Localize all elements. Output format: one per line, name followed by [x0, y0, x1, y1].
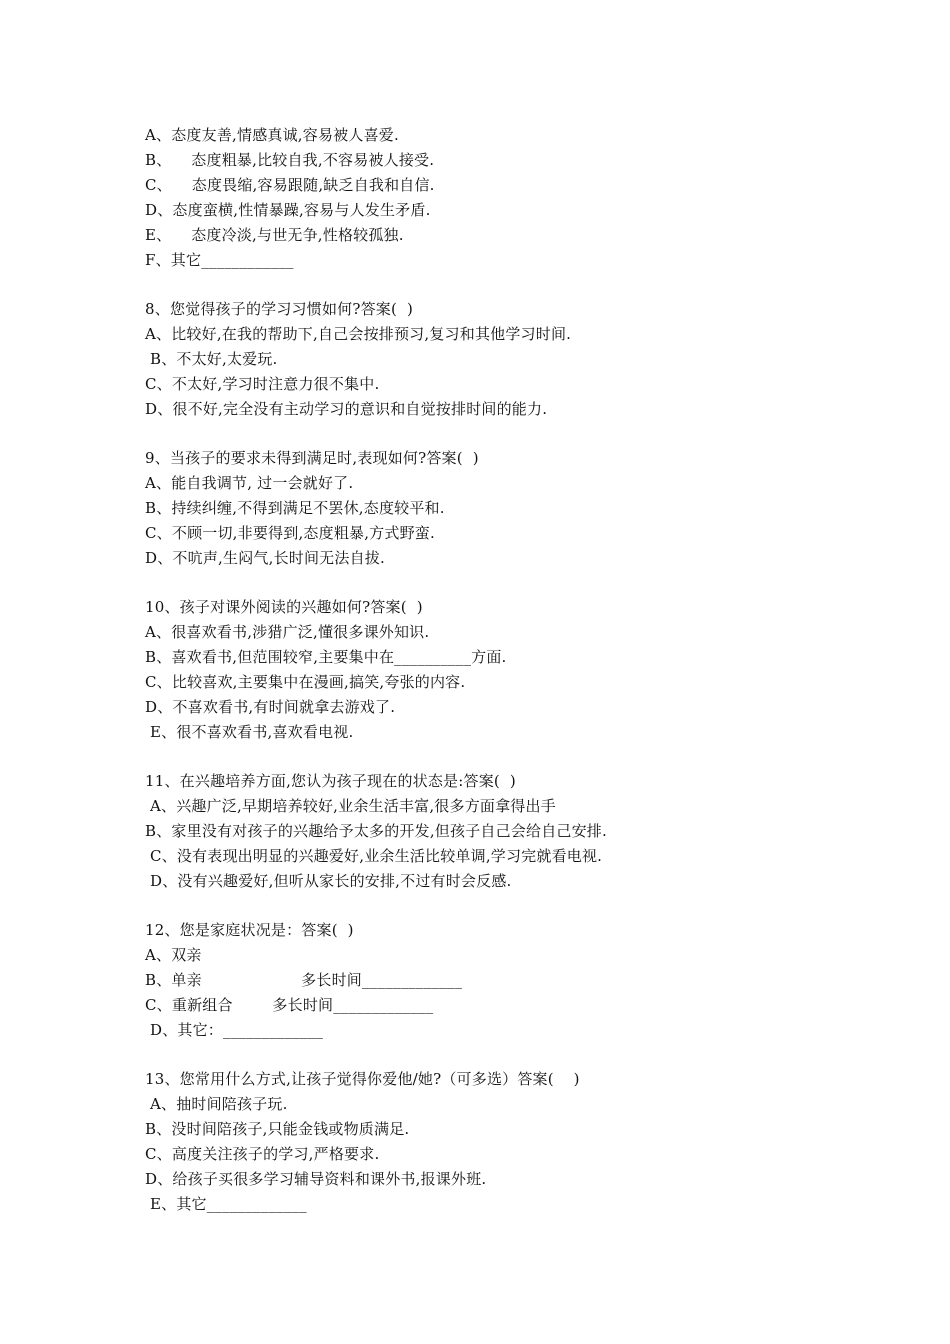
option-d: D、不吭声,生闷气,长时间无法自拔. — [145, 549, 385, 567]
question-block-13 — [145, 1067, 845, 1217]
question-text: 11、在兴趣培养方面,您认为孩子现在的状态是:答案( ) — [145, 772, 516, 790]
option-c: C、重新组合 多长时间_____________ — [145, 996, 434, 1014]
question-text: 10、孩子对课外阅读的兴趣如何?答案( ) — [145, 598, 423, 616]
question-block-11 — [145, 769, 845, 894]
option-c: C、不太好,学习时注意力很不集中. — [145, 375, 380, 393]
question-block-9 — [145, 446, 845, 571]
option-d: D、很不好,完全没有主动学习的意识和自觉按排时间的能力. — [145, 400, 548, 418]
question-text: 12、您是家庭状况是：答案( ) — [145, 921, 354, 939]
question-block-10 — [145, 595, 845, 745]
option-f: F、其它____________ — [145, 251, 294, 269]
option-b: B、 态度粗暴,比较自我,不容易被人接受. — [145, 151, 435, 169]
option-a: A、比较好,在我的帮助下,自己会按排预习,复习和其他学习时间. — [145, 325, 572, 343]
option-a: A、双亲 — [145, 946, 202, 964]
question-block-8 — [145, 297, 845, 422]
question-block-12 — [145, 918, 845, 1043]
option-b: B、持续纠缠,不得到满足不罢休,态度较平和. — [145, 499, 445, 517]
document-page — [145, 123, 845, 1217]
spacer — [145, 745, 845, 769]
option-e: E、其它_____________ — [145, 1195, 307, 1213]
option-c: C、没有表现出明显的兴趣爱好,业余生活比较单调,学习完就看电视. — [145, 847, 603, 865]
option-c: C、比较喜欢,主要集中在漫画,搞笑,夸张的内容. — [145, 673, 466, 691]
option-d: D、没有兴趣爱好,但听从家长的安排,不过有时会反感. — [145, 872, 512, 890]
option-b: B、家里没有对孩子的兴趣给予太多的开发,但孩子自己会给自己安排. — [145, 822, 607, 840]
option-d: D、其它：_____________ — [145, 1021, 324, 1039]
option-a: A、兴趣广泛,早期培养较好,业余生活丰富,很多方面拿得出手 — [145, 797, 556, 815]
option-a: A、抽时间陪孩子玩. — [145, 1095, 288, 1113]
option-a: A、很喜欢看书,涉猎广泛,懂很多课外知识. — [145, 623, 430, 641]
question-text: 13、您常用什么方式,让孩子觉得你爱他/她?（可多选）答案( ) — [145, 1070, 580, 1088]
spacer — [145, 894, 845, 918]
question-text: 8、您觉得孩子的学习习惯如何?答案( ) — [145, 300, 414, 318]
option-b: B、不太好,太爱玩. — [145, 350, 278, 368]
option-c: C、不顾一切,非要得到,态度粗暴,方式野蛮. — [145, 524, 435, 542]
question-block-7-options — [145, 123, 845, 273]
option-e: E、 态度冷淡,与世无争,性格较孤独. — [145, 226, 404, 244]
option-d: D、态度蛮横,性情暴躁,容易与人发生矛盾. — [145, 201, 431, 219]
option-a: A、态度友善,情感真诚,容易被人喜爱. — [145, 126, 399, 144]
spacer — [145, 273, 845, 297]
option-b: B、没时间陪孩子,只能金钱或物质满足. — [145, 1120, 410, 1138]
option-d: D、给孩子买很多学习辅导资料和课外书,报课外班. — [145, 1170, 487, 1188]
option-b: B、喜欢看书,但范围较窄,主要集中在__________方面. — [145, 648, 507, 666]
option-a: A、能自我调节, 过一会就好了. — [145, 474, 354, 492]
option-e: E、很不喜欢看书,喜欢看电视. — [145, 723, 354, 741]
question-text: 9、当孩子的要求未得到满足时,表现如何?答案( ) — [145, 449, 479, 467]
option-c: C、高度关注孩子的学习,严格要求. — [145, 1145, 380, 1163]
option-d: D、不喜欢看书,有时间就拿去游戏了. — [145, 698, 396, 716]
spacer — [145, 571, 845, 595]
spacer — [145, 1043, 845, 1067]
option-c: C、 态度畏缩,容易跟随,缺乏自我和自信. — [145, 176, 435, 194]
option-b: B、单亲 多长时间_____________ — [145, 971, 463, 989]
spacer — [145, 422, 845, 446]
